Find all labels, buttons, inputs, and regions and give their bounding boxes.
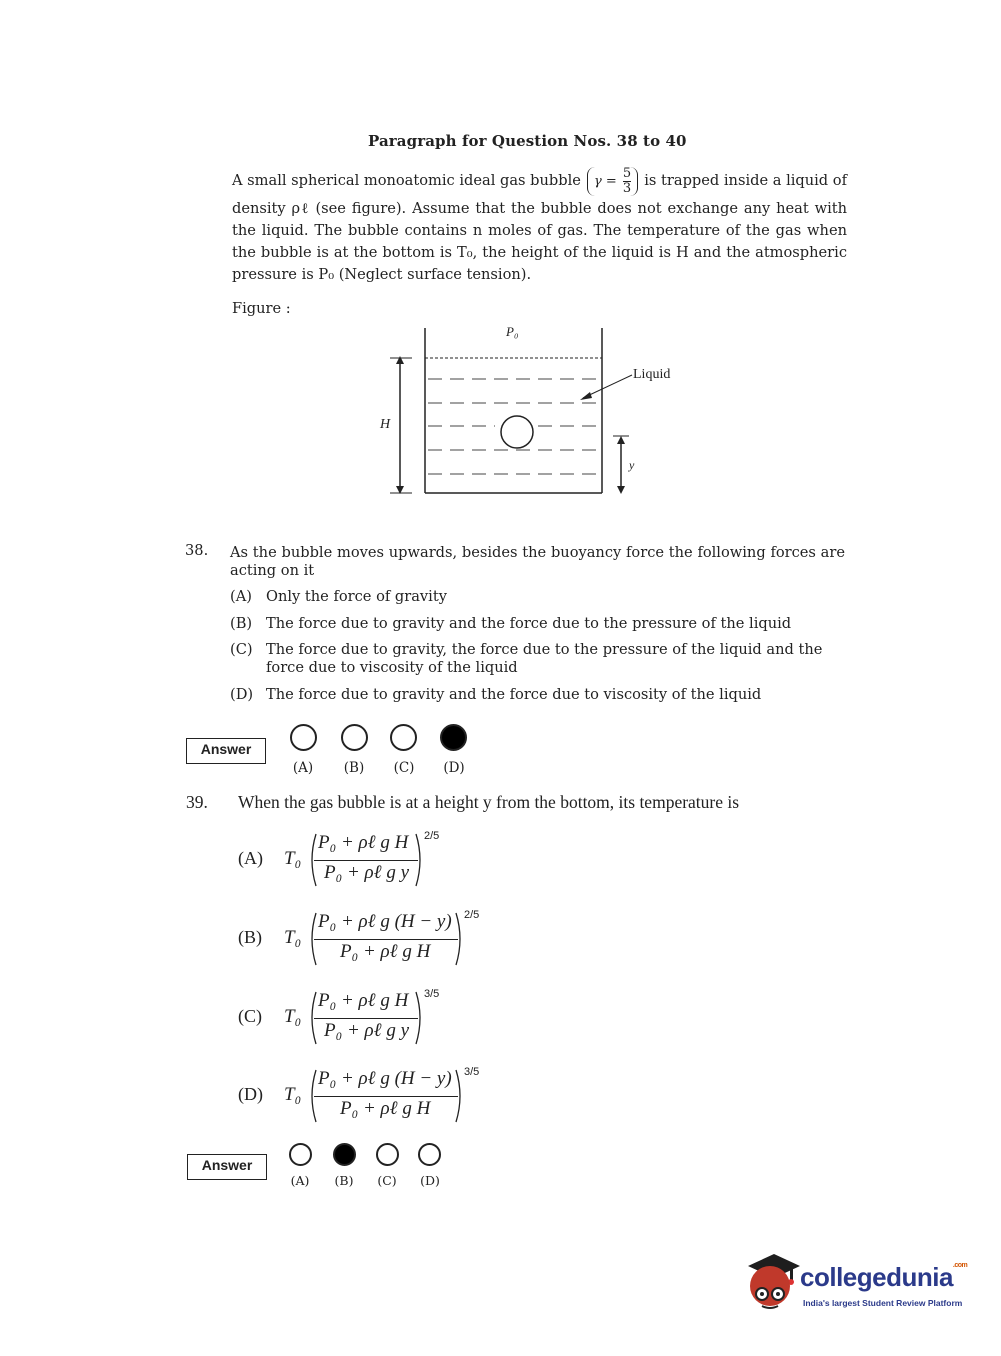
p0-label: P₀ <box>506 324 519 339</box>
brand-wordmark: collegedunia <box>800 1262 953 1292</box>
liquid-label: Liquid <box>633 367 671 382</box>
q39-answer-label: Answer <box>187 1154 267 1180</box>
q38-choice-label: (C) <box>393 760 415 776</box>
option-numerator: P₀ + ρℓ g (H − y) <box>318 911 452 932</box>
y-arrow-bottom <box>617 486 625 494</box>
q39-answer-bubble-a[interactable] <box>289 1143 312 1166</box>
q39-option-a <box>238 830 478 890</box>
brand-suffix: .com <box>952 1262 968 1269</box>
q39-choice-label: (B) <box>334 1173 354 1188</box>
gamma-symbol: γ = <box>593 173 617 189</box>
q39-answer-bubble-b[interactable] <box>333 1143 356 1166</box>
option-denominator: P₀ + ρℓ g H <box>340 941 431 962</box>
paragraph-line1-post: is trapped inside a liquid of <box>644 172 847 189</box>
liquid-pointer-head <box>580 392 592 400</box>
q38-choice-label: (B) <box>343 760 365 776</box>
q38-text: As the bubble moves upwards, besides the buoyancy force the following forces are acting on it <box>230 544 845 579</box>
paragraph-heading: Paragraph for Question Nos. 38 to 40 <box>368 132 687 150</box>
gamma-den: 3 <box>622 180 632 196</box>
option-label: (B) <box>238 927 262 947</box>
option-exponent: 3/5 <box>464 1066 480 1078</box>
option-coef: T₀ <box>284 1084 302 1105</box>
gamma-fraction <box>623 167 631 196</box>
gas-bubble <box>501 416 533 448</box>
option-label: (A) <box>238 848 263 868</box>
paragraph-rest: density ρℓ (see figure). Assume that the bubble does not exchange any heat with the liquid. The bubble contains n moles of gas. The temperature of the gas when the bubble is at the bottom is T₀, the height of the liquid is H and the atmospheric pressure is P₀ (Neglect surface tension). <box>232 200 847 283</box>
q38-choice-label: (D) <box>443 760 465 776</box>
brand-name <box>800 1262 967 1293</box>
bubble-figure <box>370 318 690 500</box>
q38-answer-bubble-c[interactable] <box>390 724 417 751</box>
q38-number: 38. <box>185 542 209 559</box>
figure-label: Figure : <box>232 300 291 317</box>
fraction-bar <box>314 1018 418 1019</box>
option-text: Only the force of gravity <box>266 588 447 605</box>
brand-tagline: India's largest Student Review Platform <box>803 1298 963 1308</box>
collegedunia-mascot-icon <box>740 1248 802 1320</box>
gamma-num: 5 <box>622 165 632 181</box>
option-label: (C) <box>238 1006 262 1026</box>
option-label: (B) <box>230 615 253 632</box>
q39-choice-label: (A) <box>290 1173 310 1188</box>
q39-answer-bubble-c[interactable] <box>376 1143 399 1166</box>
q38-answer-label: Answer <box>186 738 266 764</box>
option-exponent: 3/5 <box>424 988 440 1000</box>
q38-answer-bubble-b[interactable] <box>341 724 368 751</box>
option-label: (C) <box>230 641 253 658</box>
fraction-bar <box>314 1096 458 1097</box>
paragraph-line1-pre: A small spherical monoatomic ideal gas bubble <box>232 172 581 189</box>
option-denominator: P₀ + ρℓ g y <box>324 1020 409 1041</box>
q38-answer-bubble-a[interactable] <box>290 724 317 751</box>
option-text: The force due to gravity and the force due to viscosity of the liquid <box>266 686 762 703</box>
y-label: y <box>629 458 635 472</box>
q38-choice-label: (A) <box>292 760 314 776</box>
option-label: (D) <box>238 1084 263 1104</box>
q39-number: 39. <box>186 792 208 812</box>
q39-answer-bubble-d[interactable] <box>418 1143 441 1166</box>
option-denominator: P₀ + ρℓ g y <box>324 862 409 883</box>
q39-option-c <box>238 988 478 1048</box>
option-numerator: P₀ + ρℓ g H <box>318 832 409 853</box>
q38-answer-bubble-d[interactable] <box>440 724 467 751</box>
option-exponent: 2/5 <box>464 909 480 921</box>
fraction-bar <box>314 860 418 861</box>
option-label: (D) <box>230 686 254 703</box>
option-coef: T₀ <box>284 848 302 869</box>
option-exponent: 2/5 <box>424 830 440 842</box>
option-denominator: P₀ + ρℓ g H <box>340 1098 431 1119</box>
q39-option-d <box>238 1066 498 1126</box>
gamma-expression <box>587 167 638 196</box>
height-arrow-top <box>396 356 404 364</box>
height-label: H <box>380 417 391 432</box>
option-numerator: P₀ + ρℓ g H <box>318 990 409 1011</box>
option-label: (A) <box>230 588 252 605</box>
option-coef: T₀ <box>284 927 302 948</box>
y-arrow-top <box>617 436 625 444</box>
option-numerator: P₀ + ρℓ g (H − y) <box>318 1068 452 1089</box>
q39-choice-label: (C) <box>377 1173 397 1188</box>
option-coef: T₀ <box>284 1006 302 1027</box>
q39-choice-label: (D) <box>420 1173 440 1188</box>
option-text: The force due to gravity, the force due to the pressure of the liquid and the force due to viscosity of the liquid <box>266 641 823 676</box>
paragraph-text <box>232 164 847 286</box>
q39-text: When the gas bubble is at a height y from the bottom, its temperature is <box>238 792 740 812</box>
fraction-bar <box>314 939 458 940</box>
option-text: The force due to gravity and the force due to the pressure of the liquid <box>266 615 792 632</box>
q39-option-b <box>238 909 498 969</box>
q39-question <box>186 792 740 813</box>
